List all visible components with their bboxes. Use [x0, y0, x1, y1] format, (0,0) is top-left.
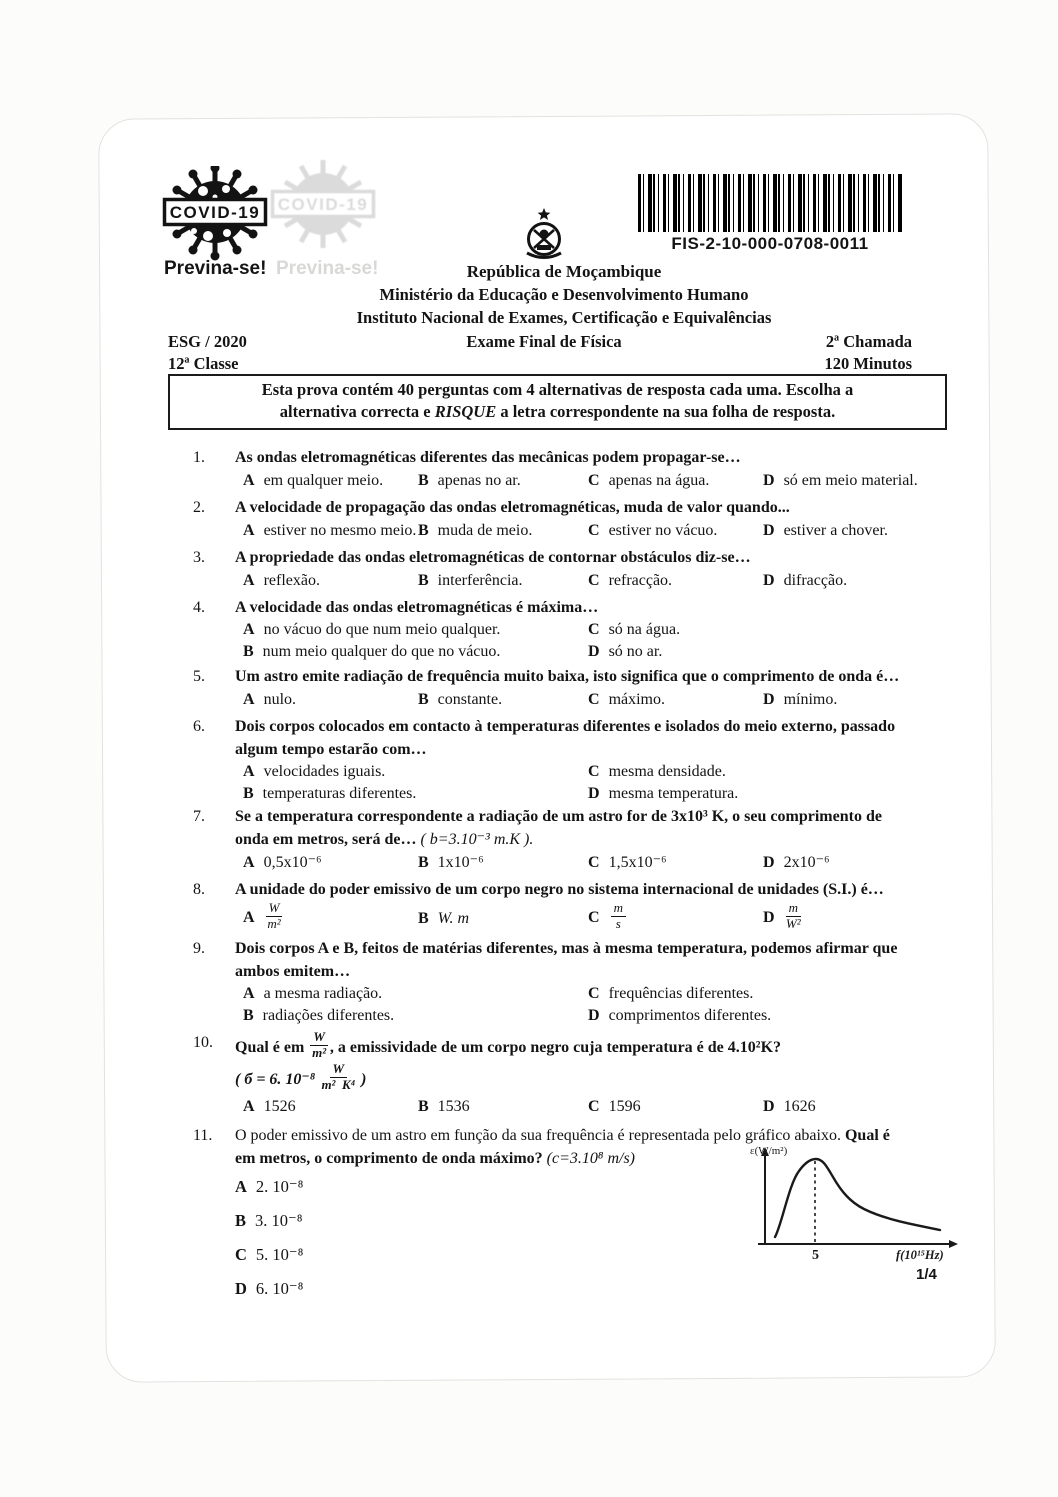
- covid-slogan: Previna-se!: [164, 258, 267, 279]
- question-number: 9.: [193, 940, 205, 957]
- exam-duration: 120 Minutos: [824, 354, 912, 373]
- question-number: 8.: [193, 881, 205, 898]
- covid19-virus-watermark-icon: [270, 158, 376, 254]
- mozambique-coat-of-arms-icon: [520, 208, 568, 264]
- option-b: B interferência.: [418, 572, 523, 589]
- republic-line: República de Moçambique: [466, 262, 662, 281]
- options-grid: [235, 983, 960, 1027]
- option-b: B temperaturas diferentes.: [243, 785, 417, 802]
- question-number: 4.: [193, 599, 205, 616]
- page-number: 1/4: [916, 1266, 937, 1283]
- options-row: [235, 851, 960, 874]
- question-text-line2: ambos emitem…: [235, 963, 351, 980]
- option-d: D difracção.: [763, 572, 848, 589]
- question-number: 6.: [193, 718, 205, 735]
- question-10: [168, 1028, 960, 1118]
- barcode-image: [638, 174, 902, 232]
- question-text: A velocidade das ondas eletromagnéticas é máxima…: [235, 599, 599, 616]
- option-c: C máximo.: [588, 691, 665, 708]
- option-d: D mesma temperatura.: [588, 785, 739, 802]
- options-row: [235, 688, 960, 711]
- question-4: [168, 596, 960, 663]
- question-8: [168, 878, 960, 935]
- option-c: C apenas na água.: [588, 472, 710, 489]
- question-number: 1.: [193, 449, 205, 466]
- question-11: [168, 1124, 960, 1306]
- option-a: A no vácuo do que num meio qualquer.: [243, 621, 501, 638]
- option-d: D 1626: [763, 1098, 816, 1115]
- question-text: As ondas eletromagnéticas diferentes das mecânicas podem propagar-se…: [235, 449, 741, 466]
- option-a: A velocidades iguais.: [243, 763, 386, 780]
- option-b: B constante.: [418, 691, 503, 708]
- option-c: C 5. 10⁻⁸: [235, 1245, 304, 1264]
- page-content: [164, 160, 960, 446]
- option-d: D mínimo.: [763, 691, 838, 708]
- question-text-line2: onda em metros, será de… ( b=3.10⁻³ m.K ).: [235, 831, 534, 848]
- question-text: A velocidade de propagação das ondas eletromagnéticas, muda de valor quando...: [235, 499, 790, 516]
- question-number: 11.: [193, 1127, 213, 1144]
- exam-header: [164, 160, 960, 446]
- ministry-line: Ministério da Educação e Desenvolvimento Humano: [379, 285, 749, 304]
- institute-line: Instituto Nacional de Exames, Certificação e Equivalências: [356, 308, 772, 327]
- question-text: A propriedade das ondas eletromagnéticas de contornar obstáculos diz-se…: [235, 549, 751, 566]
- exam-program: ESG / 2020: [168, 332, 247, 351]
- options-grid: [235, 761, 960, 805]
- graph-curve: [775, 1159, 940, 1237]
- exam-call: 2ª Chamada: [825, 332, 912, 351]
- x-axis-label: f(10¹⁵Hz): [896, 1248, 944, 1262]
- question-number: 3.: [193, 549, 205, 566]
- option-c: C frequências diferentes.: [588, 985, 754, 1002]
- options-row: [235, 569, 960, 592]
- option-c: C 1,5x10⁻⁶: [588, 854, 667, 871]
- instructions-line2: alternativa correcta e RISQUE a letra correspondente na sua folha de resposta.: [279, 402, 836, 421]
- option-c: C $\frac{m}{s}$: [588, 903, 763, 934]
- option-c: C mesma densidade.: [588, 763, 726, 780]
- risque-emphasis: RISQUE: [434, 402, 497, 421]
- exam-grade: 12ª Classe: [168, 354, 239, 373]
- covid19-watermark-label: COVID-19: [277, 195, 369, 214]
- options-row: [235, 901, 960, 935]
- question-list: [168, 446, 960, 1310]
- question-6: [168, 715, 960, 805]
- instructions-box: [168, 374, 947, 430]
- covid-slogan-watermark: Previna-se!: [276, 258, 379, 279]
- question-2: [168, 496, 960, 542]
- question-9: [168, 937, 960, 1027]
- emissive-power-graph: [748, 1144, 966, 1264]
- option-b: B 3. 10⁻⁸: [235, 1211, 303, 1230]
- covid19-badge-label: COVID-19: [169, 203, 261, 222]
- question-7: [168, 805, 960, 874]
- question-text-line1: Dois corpos colocados em contacto à temperaturas diferentes e isolados do meio externo, passado: [235, 718, 896, 735]
- option-b: B W. m: [418, 909, 470, 927]
- question-number: 2.: [193, 499, 205, 516]
- question-text-line1: Se a temperatura correspondente a radiação de um astro for de 3x10³ K, o seu comprimento de: [235, 808, 882, 825]
- constant-formula: ( б = 6. 10⁻⁸ $\frac{W}{\text{m² K⁴}}$ ): [235, 1060, 367, 1092]
- option-d: D só no ar.: [588, 643, 663, 660]
- question-1: [168, 446, 960, 492]
- options-row: [235, 469, 960, 492]
- constant-formula: (c=3.10⁸ m/s): [546, 1150, 635, 1167]
- option-b: B num meio qualquer do que no vácuo.: [243, 643, 501, 660]
- options-row: [235, 519, 960, 542]
- option-a: A nulo.: [243, 691, 297, 708]
- option-d: D estiver a chover.: [763, 522, 888, 539]
- covid19-virus-icon: [162, 166, 268, 262]
- constant-formula: ( b=3.10⁻³ m.K ).: [420, 831, 534, 848]
- options-grid: [235, 619, 960, 663]
- option-a: A estiver no mesmo meio.: [243, 522, 417, 539]
- option-c: C refracção.: [588, 572, 673, 589]
- option-c: C só na água.: [588, 621, 681, 638]
- y-axis-label: ε(W/m²): [750, 1145, 788, 1157]
- option-a: A 1526: [243, 1098, 296, 1115]
- option-b: B apenas no ar.: [418, 472, 521, 489]
- question-number: 10.: [193, 1034, 213, 1051]
- option-a: A $\frac{W}{\text{m²}}$: [243, 899, 281, 931]
- option-b: B radiações diferentes.: [243, 1007, 395, 1024]
- question-number: 7.: [193, 808, 205, 825]
- question-3: [168, 546, 960, 592]
- question-text: A unidade do poder emissivo de um corpo negro no sistema internacional de unidades (S.I.) é…: [235, 881, 884, 898]
- question-text: Um astro emite radiação de frequência muito baixa, isto significa que o comprimento de onda é…: [235, 668, 900, 685]
- option-a: A 0,5x10⁻⁶: [243, 854, 322, 871]
- option-a: A 2. 10⁻⁸: [235, 1177, 304, 1196]
- question-number: 5.: [193, 668, 205, 685]
- option-b: B muda de meio.: [418, 522, 533, 539]
- question-text-line1: Dois corpos A e B, feitos de matérias diferentes, mas à mesma temperatura, podemos afirmar que: [235, 940, 898, 957]
- option-a: A reflexão.: [243, 572, 320, 589]
- option-d: D comprimentos diferentes.: [588, 1007, 772, 1024]
- option-d: D 6. 10⁻⁸: [235, 1279, 304, 1298]
- option-d: D 2x10⁻⁶: [763, 854, 830, 871]
- question-text-line2: em metros, o comprimento de onda máximo? (c=3.10⁸ m/s): [235, 1150, 635, 1167]
- instructions-line1: Esta prova contém 40 perguntas com 4 alternativas de resposta cada uma. Escolha a: [261, 380, 854, 399]
- option-c: C 1596: [588, 1098, 641, 1115]
- option-d: D só em meio material.: [763, 472, 918, 489]
- question-text-line2: algum tempo estarão com…: [235, 741, 427, 758]
- question-text: Qual é em $\frac{W}{\text{m²}}$ , a emissividade de um corpo negro cuja temperatura é de 4.10²K?: [235, 1028, 782, 1060]
- option-c: C estiver no vácuo.: [588, 522, 718, 539]
- x-axis-tick-label: 5: [812, 1248, 819, 1263]
- question-5: [168, 665, 960, 711]
- exam-title: Exame Final de Física: [466, 332, 622, 351]
- question-text-line1: O poder emissivo de um astro em função da sua frequência é representada pelo gráfico abaixo. Qual é: [235, 1127, 890, 1144]
- option-b: B 1x10⁻⁶: [418, 854, 484, 871]
- options-row: [235, 1095, 960, 1118]
- barcode-code: FIS-2-10-000-0708-0011: [671, 234, 869, 253]
- option-a: A a mesma radiação.: [243, 985, 383, 1002]
- option-a: A em qualquer meio.: [243, 472, 384, 489]
- option-d: D $\frac{m}{\text{W²}}$: [763, 899, 801, 931]
- option-b: B 1536: [418, 1098, 470, 1115]
